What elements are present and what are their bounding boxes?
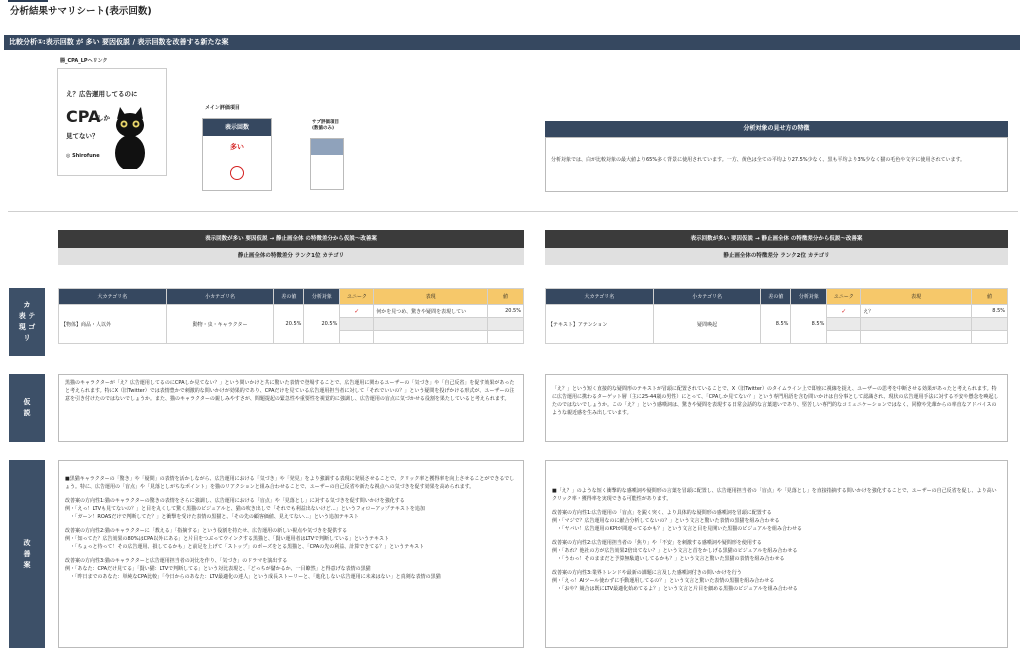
cell-target: 8.5%	[791, 305, 827, 344]
ad-brand-name: Shirofune	[72, 153, 100, 159]
table-row	[546, 305, 1008, 318]
cell-target: 20.5%	[304, 305, 340, 344]
cell-major: 【物体】商品・人以外	[59, 305, 167, 344]
th-expression: 表現	[861, 289, 972, 305]
improvement-line: ・「ちょっと待って！その広告運用、損してるかも」と前足を上げて「ストップ」のポーズをとる黒猫と、「CPAの先の利益、計算できてる？」というテキスト	[65, 544, 425, 550]
section-divider	[8, 211, 1018, 212]
col2-subheader: 静止画全体の特徴差分 ランク2位 カテゴリ	[545, 248, 1008, 265]
th-value: 値	[487, 289, 523, 305]
main-eval-value: 多い	[230, 143, 244, 151]
th-unique: ユニーク	[340, 289, 374, 305]
title-accent	[8, 0, 48, 2]
ad-headline: え？広告運用してるのに	[66, 90, 138, 98]
improvement-line: 改善案の方向性2:猫のキャラクターに「教える」「指摘する」という役割を持たせ、広告運用の新しい視点や気づきを提供する	[65, 528, 348, 534]
ad-subline: 見てない？	[66, 132, 99, 140]
improvement-line: 改善案の方向性3:猫のキャラクターと広告運用担当者の対比を作り、「気づき」のドラマを演出する	[65, 558, 288, 564]
brand-logo-icon: ◎	[66, 153, 71, 159]
improvement-line: 改善案の方向性3:業界トレンドや最新の課題に言及した感嘆詞付きの問いかけを行う	[552, 570, 742, 576]
improvement-line: ・「ヤバい！広告運用のKPIが間違ってるかも？」という文言と目を見開いた黒猫のビジュアルを組み合わせる	[552, 526, 802, 532]
features-header: 分析対象の見せ方の特徴	[545, 121, 1008, 137]
col1-improvement	[58, 460, 524, 648]
th-minor: 小カテゴリ名	[166, 289, 274, 305]
features-body: 分析対象では、白が比較対象の最大値より65%多く背景に使用されています。一方、黄色は全ての平均より27.5%少なく、黒も平均より3%少なく猫の毛色や文字に使用されています。	[545, 137, 1008, 192]
improvement-line: 改善案の方向性1:猫のキャラクターの驚きの表情をさらに強調し、広告運用における「盲点」や「見落とし」に対する気づきを促す問いかけを強化する	[65, 498, 405, 504]
sub-eval-label	[312, 120, 339, 132]
sub-eval-label-line1: サブ評価項目	[312, 120, 339, 125]
main-eval-box	[202, 118, 272, 191]
cell-expression: 何かを見つめ、驚きや疑問を表現してい	[374, 305, 488, 318]
col2-header: 表示回数が多い 要因仮説 → 静止画全体 の特徴差分から仮説〜改善案	[545, 230, 1008, 248]
col2-hypothesis: 「え？」という短く直接的な疑問形のテキストが冒頭に配置されていることで、X（旧Twitter）のタイムライン上で即座に視線を捉え、ユーザーの思考を中断させる効果があったと考えられます。特に広告運用に携わるターゲット層（主に25-44歳の男性）にとって、「CPAしか見てない？」という専門用語を含む問いかけは自分事として認識され、現状の広告運用手法に対する不安や懸念を喚起したのではないでしょうか。この「え？」という感嘆詞は、驚きや疑問を表現する日常会話的な言葉遣いであり、堅苦しい専門的なコミュニケーションではなく、同僚や先輩からの率直なアドバイスのような親近感を生み出しています。	[545, 374, 1008, 442]
improvement-line: 改善案の方向性2:広告運用担当者の「焦り」や「不安」を刺激する感嘆詞や疑問形を使用する	[552, 540, 762, 546]
improvement-line: 例・「あれ？他社の方が広告効果2倍出てない？」という文言と首をかしげる黒猫のビジュアルを組み合わせる	[552, 548, 798, 554]
main-eval-header: 表示回数	[203, 119, 271, 136]
page-title: 分析結果サマリシート(表示回数)	[10, 6, 152, 17]
side-tab-hypothesis: 仮 説	[9, 374, 45, 442]
improvement-line: 改善案の方向性1:広告運用の「盲点」を鋭く突く、より具体的な疑問形の感嘆詞を冒頭に配置する	[552, 510, 772, 516]
ad-caption: 腸_CPA_LPヘリンク	[60, 58, 108, 64]
black-cat-icon	[111, 105, 149, 169]
col1-hypothesis: 黒猫のキャラクターが「え？広告運用してるのにCPAしか見てない？」という問いかけと共に驚いた表情で登場することで、広告運用に関わるユーザーの「気づき」や「自己反省」を促す効果があったと考えられます。特にX（旧Twitter）では表情豊かで刺激的な問いかけが効果的であり、CPAだけを見ている広告運用担当者に対して「それでいいの？」という疑問を投げかける形式が、ユーザーの注意を引き付けたのではないでしょうか。また、猫のキャラクターの親しみやすさが、問題提起の緊急性や重要性を視覚的に強調し、広告運用の盲点に気づかせる役割を果たしていると考えられます。	[58, 374, 524, 442]
col1-subheader: 静止画全体の特徴差分 ランク1位 カテゴリ	[58, 248, 524, 265]
improvement-line: ・「昨日までのあなた：単純なCPA比較」「今日からのあなた：LTV最適化の達人」という成長ストーリーと、「進化しない広告運用に未来はない」と真剣な表情の黒猫	[65, 574, 441, 580]
improvement-line: ■「え？」のような短く衝撃的な感嘆詞や疑問形の言葉を冒頭に配置し、広告運用担当者の「盲点」や「見落とし」を直接指摘する問いかけを強化することで、ユーザーの自己反省を促し、より高いクリック率・獲得率を実現できる可能性があります。	[552, 488, 997, 502]
table-header-row	[59, 289, 524, 305]
cell-minor: 動物・虫・キャラクター	[166, 305, 274, 344]
section-banner: 比較分析①:表示回数 が 多い 要因仮説 / 表示回数を改善する新たな案	[4, 35, 1020, 50]
ad-brand	[66, 153, 100, 159]
table-header-row	[546, 289, 1008, 305]
th-diff: 差の値	[274, 289, 304, 305]
col2-improvement	[545, 460, 1008, 648]
ad-cpa-suffix: しか	[97, 114, 110, 122]
table-row	[59, 305, 524, 318]
improvement-line: 例・「マジで？広告運用なのに献合分析してないの？」という文言と驚いた表情の黒猫を組み合わせる	[552, 518, 780, 524]
th-target: 分析対象	[304, 289, 340, 305]
th-diff: 差の値	[761, 289, 791, 305]
col2-category-table	[545, 288, 1008, 344]
improvement-line: ・「ガーン！ROASだけで判断してた？」と衝撃を受けた表情の黒猫と、「その先の顧客価値、見えてない…」という追加テキスト	[65, 514, 359, 520]
cell-value: 20.5%	[487, 305, 523, 318]
col1-header: 表示回数が多い 要因仮説 → 静止画全体 の特徴差分から仮説〜改善案	[58, 230, 524, 248]
circle-mark-icon	[230, 166, 244, 180]
improvement-line: ・「うわっ！そのままだと予算無駄遣いしてるかも？」という文言と驚いた黒猫の表情を組み合わせる	[552, 556, 785, 562]
th-expression: 表現	[374, 289, 488, 305]
cell-major: 【テキスト】アテンション	[546, 305, 654, 344]
check-icon: ✓	[340, 305, 374, 318]
cell-expression: え？	[861, 305, 972, 318]
improvement-line: 例・「えっ！AIツール使わずに手動運用してるの？」という文言と驚いた表情の黒猫を組み合わせる	[552, 578, 775, 584]
th-minor: 小カテゴリ名	[653, 289, 761, 305]
sub-eval-label-line2: (数値のみ)	[312, 126, 335, 131]
side-tab-improvement: 改 善 案	[9, 460, 45, 648]
side-tab-category: カ 表 テ 現 ゴ リ	[9, 288, 45, 356]
improvement-line: 例・「知ってた？広告効果の80%はCPA以外にある」と片目をつぶってウインクする黒猫と、「賢い運用者はLTVで判断している」というテキスト	[65, 536, 389, 542]
ad-cpa-text: CPA	[66, 107, 101, 126]
th-major: 大カテゴリ名	[59, 289, 167, 305]
improvement-line: ■黒猫キャラクターの「驚き」や「疑問」の表情を活かしながら、広告運用における「気づき」や「発見」をより強調する表現に発展させることで、クリック率と獲得率を向上させることができるでしょう。特に、広告運用の「盲点」や「見落としがちなポイント」を猫のリアクションと組み合わせることで、ユーザーの自己反省や新たな視点への気づきを促す効果を高められます。	[65, 476, 515, 490]
th-value: 値	[971, 289, 1007, 305]
cell-minor: 疑問喚起	[653, 305, 761, 344]
improvement-line: ・「おや？競合は既にLTV最適化始めてるよ？」という文言と片目を細める黒猫のビジュアルを組み合わせる	[552, 586, 798, 592]
improvement-line: 例・「えっ！LTVも見てないの？」と目を丸くして驚く黒猫のビジュアルと、猫の吹き出しで「それでも利益出ないけど…」というフォローアップテキストを追加	[65, 506, 425, 512]
improvement-line: 例・「あなた：CPAだけ見てる」「賢い猫：LTVで判断してる」という対比表現と、「どっちが儲かるか、一目瞭然」と得意げな表情の黒猫	[65, 566, 371, 572]
sub-eval-header-fill	[311, 139, 343, 155]
th-target: 分析対象	[791, 289, 827, 305]
th-unique: ユニーク	[827, 289, 861, 305]
cell-diff: 20.5%	[274, 305, 304, 344]
check-icon: ✓	[827, 305, 861, 318]
th-major: 大カテゴリ名	[546, 289, 654, 305]
main-eval-label: メイン評価項目	[205, 105, 240, 111]
cell-diff: 8.5%	[761, 305, 791, 344]
sub-eval-box	[310, 138, 344, 190]
ad-creative[interactable]	[57, 68, 167, 176]
cell-value: 8.5%	[971, 305, 1007, 318]
col1-category-table	[58, 288, 524, 344]
